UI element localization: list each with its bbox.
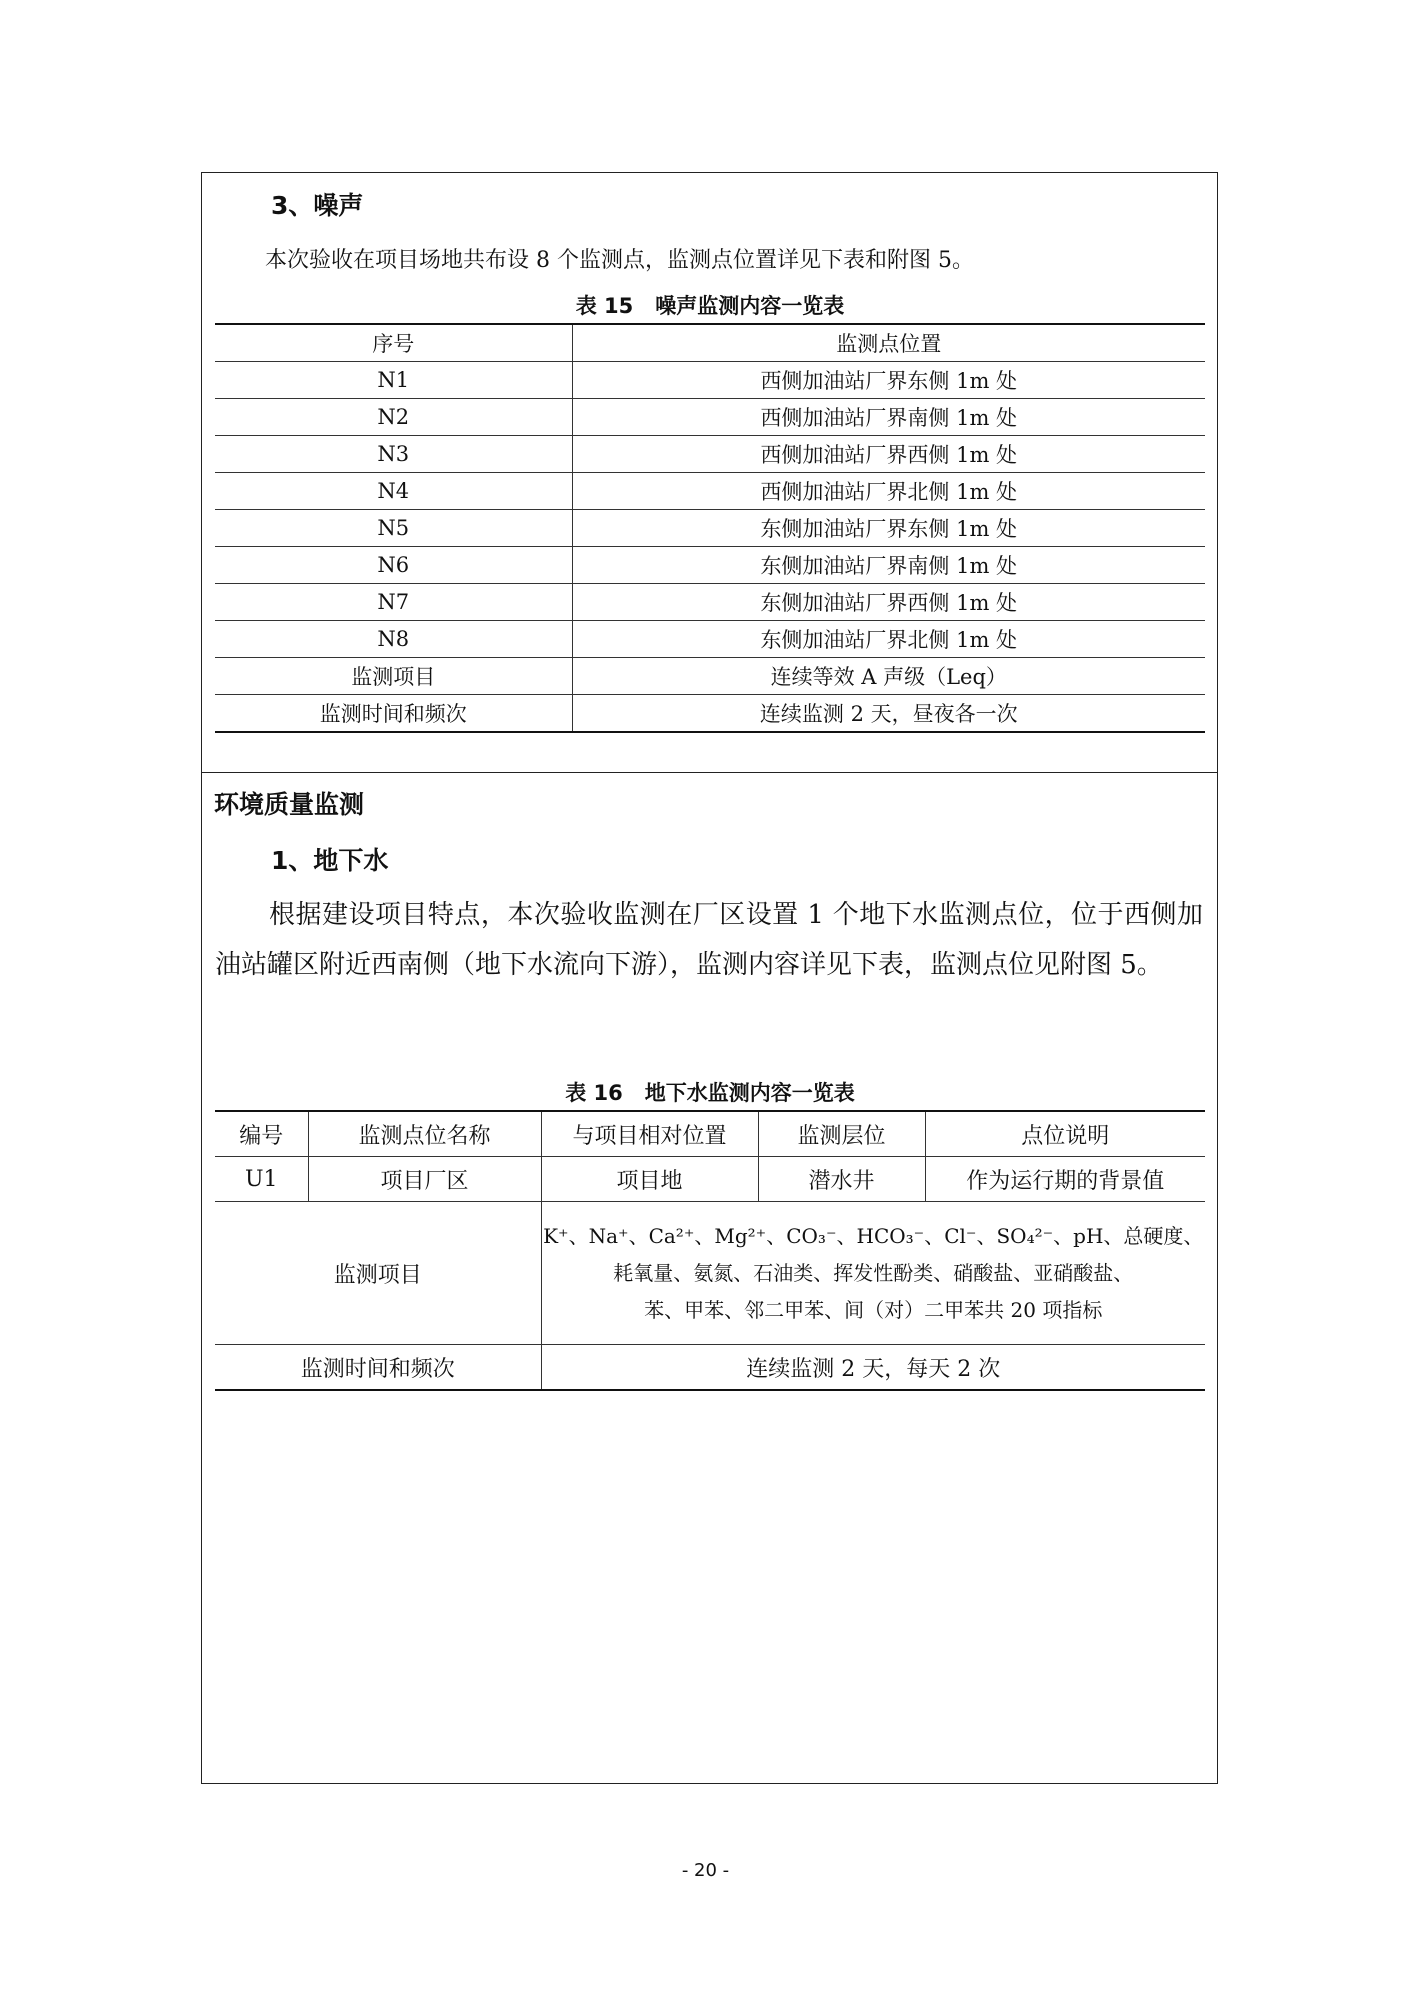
table15-caption xyxy=(215,290,1205,320)
noise-table xyxy=(215,323,1205,733)
table-row xyxy=(215,510,1205,547)
point-location: 东侧加油站厂界东侧 1m 处 xyxy=(572,510,1205,547)
header-cell: 编号 xyxy=(215,1111,308,1157)
table16-title: 地下水监测内容一览表 xyxy=(644,1081,855,1105)
point-id: N3 xyxy=(215,436,572,473)
header-cell: 监测点位名称 xyxy=(308,1111,541,1157)
point-location: 东侧加油站厂界北侧 1m 处 xyxy=(572,621,1205,658)
page-number: - 20 - xyxy=(681,1860,730,1881)
table-row xyxy=(215,399,1205,436)
point-id: N4 xyxy=(215,473,572,510)
table-row xyxy=(215,362,1205,399)
point-location: 东侧加油站厂界西侧 1m 处 xyxy=(572,584,1205,621)
items-line-2: 耗氧量、氨氮、石油类、挥发性酚类、硝酸盐、亚硝酸盐、 xyxy=(613,1260,1134,1285)
table-header-row xyxy=(215,324,1205,362)
section-divider xyxy=(201,772,1218,773)
point-location: 西侧加油站厂界南侧 1m 处 xyxy=(572,399,1205,436)
groundwater-heading: 1、地下水 xyxy=(271,846,389,875)
table15-number: 表 15 xyxy=(575,294,634,318)
point-id: N8 xyxy=(215,621,572,658)
header-cell: 与项目相对位置 xyxy=(541,1111,758,1157)
frequency-label: 监测时间和频次 xyxy=(215,1345,541,1391)
monitoring-items xyxy=(541,1202,1205,1345)
table15-title: 噪声监测内容一览表 xyxy=(655,294,845,318)
groundwater-paragraph: 根据建设项目特点，本次验收监测在厂区设置 1 个地下水监测点位，位于西侧加油站罐区附近西南侧（地下水流向下游），监测内容详见下表，监测点位见附图 5。 xyxy=(215,900,1203,980)
table-row xyxy=(215,473,1205,510)
table-row xyxy=(215,658,1205,695)
well-position: 项目地 xyxy=(541,1157,758,1202)
well-note: 作为运行期的背景值 xyxy=(925,1157,1205,1202)
noise-heading: 3、噪声 xyxy=(271,191,364,220)
point-id: N5 xyxy=(215,510,572,547)
table-row xyxy=(215,695,1205,733)
monitoring-item-label: 监测项目 xyxy=(215,658,572,695)
table16-number: 表 16 xyxy=(565,1081,623,1105)
monitoring-item-label: 监测项目 xyxy=(215,1202,541,1345)
header-cell: 监测层位 xyxy=(758,1111,925,1157)
env-section-title: 环境质量监测 xyxy=(214,790,365,819)
well-layer: 潜水井 xyxy=(758,1157,925,1202)
point-location: 东侧加油站厂界南侧 1m 处 xyxy=(572,547,1205,584)
frequency-label: 监测时间和频次 xyxy=(215,695,572,733)
header-cell: 序号 xyxy=(215,324,572,362)
groundwater-table xyxy=(215,1110,1205,1391)
point-id: N7 xyxy=(215,584,572,621)
header-cell: 监测点位置 xyxy=(572,324,1205,362)
items-line-1: K⁺、Na⁺、Ca²⁺、Mg²⁺、CO₃⁻、HCO₃⁻、Cl⁻、SO₄²⁻、pH、总硬度、 xyxy=(543,1223,1204,1248)
point-location: 西侧加油站厂界西侧 1m 处 xyxy=(572,436,1205,473)
frequency-value: 连续监测 2 天，昼夜各一次 xyxy=(572,695,1205,733)
header-cell: 点位说明 xyxy=(925,1111,1205,1157)
well-name: 项目厂区 xyxy=(308,1157,541,1202)
table-row xyxy=(215,1345,1205,1391)
table-row xyxy=(215,621,1205,658)
noise-intro: 本次验收在项目场地共布设 8 个监测点，监测点位置详见下表和附图 5。 xyxy=(265,248,974,273)
monitoring-item-value: 连续等效 A 声级（Leq） xyxy=(572,658,1205,695)
frequency-value: 连续监测 2 天，每天 2 次 xyxy=(541,1345,1205,1391)
point-id: N6 xyxy=(215,547,572,584)
point-location: 西侧加油站厂界北侧 1m 处 xyxy=(572,473,1205,510)
table-header-row xyxy=(215,1111,1205,1157)
table-row xyxy=(215,584,1205,621)
point-id: N1 xyxy=(215,362,572,399)
items-line-3: 苯、甲苯、邻二甲苯、间（对）二甲苯共 20 项指标 xyxy=(644,1297,1103,1322)
table-row xyxy=(215,547,1205,584)
table-row xyxy=(215,1202,1205,1345)
table16-caption xyxy=(215,1077,1205,1107)
table-row xyxy=(215,1157,1205,1202)
table-row xyxy=(215,436,1205,473)
point-id: N2 xyxy=(215,399,572,436)
point-location: 西侧加油站厂界东侧 1m 处 xyxy=(572,362,1205,399)
well-id: U1 xyxy=(215,1157,308,1202)
